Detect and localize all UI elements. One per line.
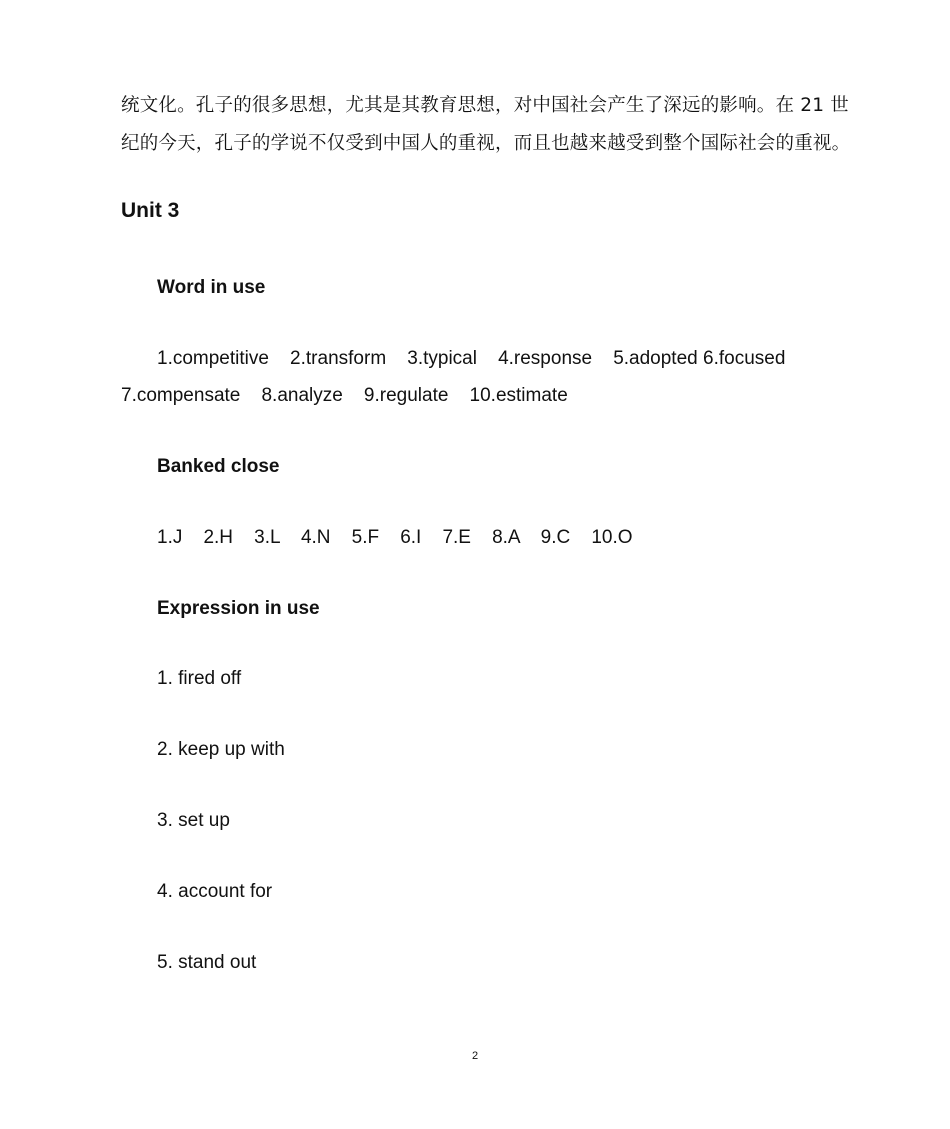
expression-item: 3. set up — [157, 810, 230, 831]
expression-item: 1. fired off — [157, 668, 242, 689]
banked-close-answers: 1.J 2.H 3.L 4.N 5.F 6.I 7.E 8.A 9.C 10.O — [157, 527, 633, 548]
word-in-use-heading: Word in use — [157, 277, 266, 298]
word-in-use-answers-line-2: 7.compensate 8.analyze 9.regulate 10.estimate — [121, 385, 568, 406]
page-number: 2 — [471, 1050, 479, 1062]
banked-close-heading: Banked close — [157, 456, 280, 477]
expression-item: 2. keep up with — [157, 739, 285, 760]
expression-item: 5. stand out — [157, 952, 257, 973]
word-in-use-answers-line-1: 1.competitive 2.transform 3.typical 4.response 5.adopted 6.focused — [157, 348, 786, 369]
unit-title: Unit 3 — [121, 199, 180, 222]
expression-item: 4. account for — [157, 881, 273, 902]
intro-paragraph-line-1: 统文化。孔子的很多思想，尤其是其教育思想，对中国社会产生了深远的影响。在 21 世 — [121, 95, 850, 116]
intro-paragraph-line-2: 纪的今天，孔子的学说不仅受到中国人的重视，而且也越来越受到整个国际社会的重视。 — [121, 133, 851, 154]
expression-in-use-heading: Expression in use — [157, 598, 320, 619]
